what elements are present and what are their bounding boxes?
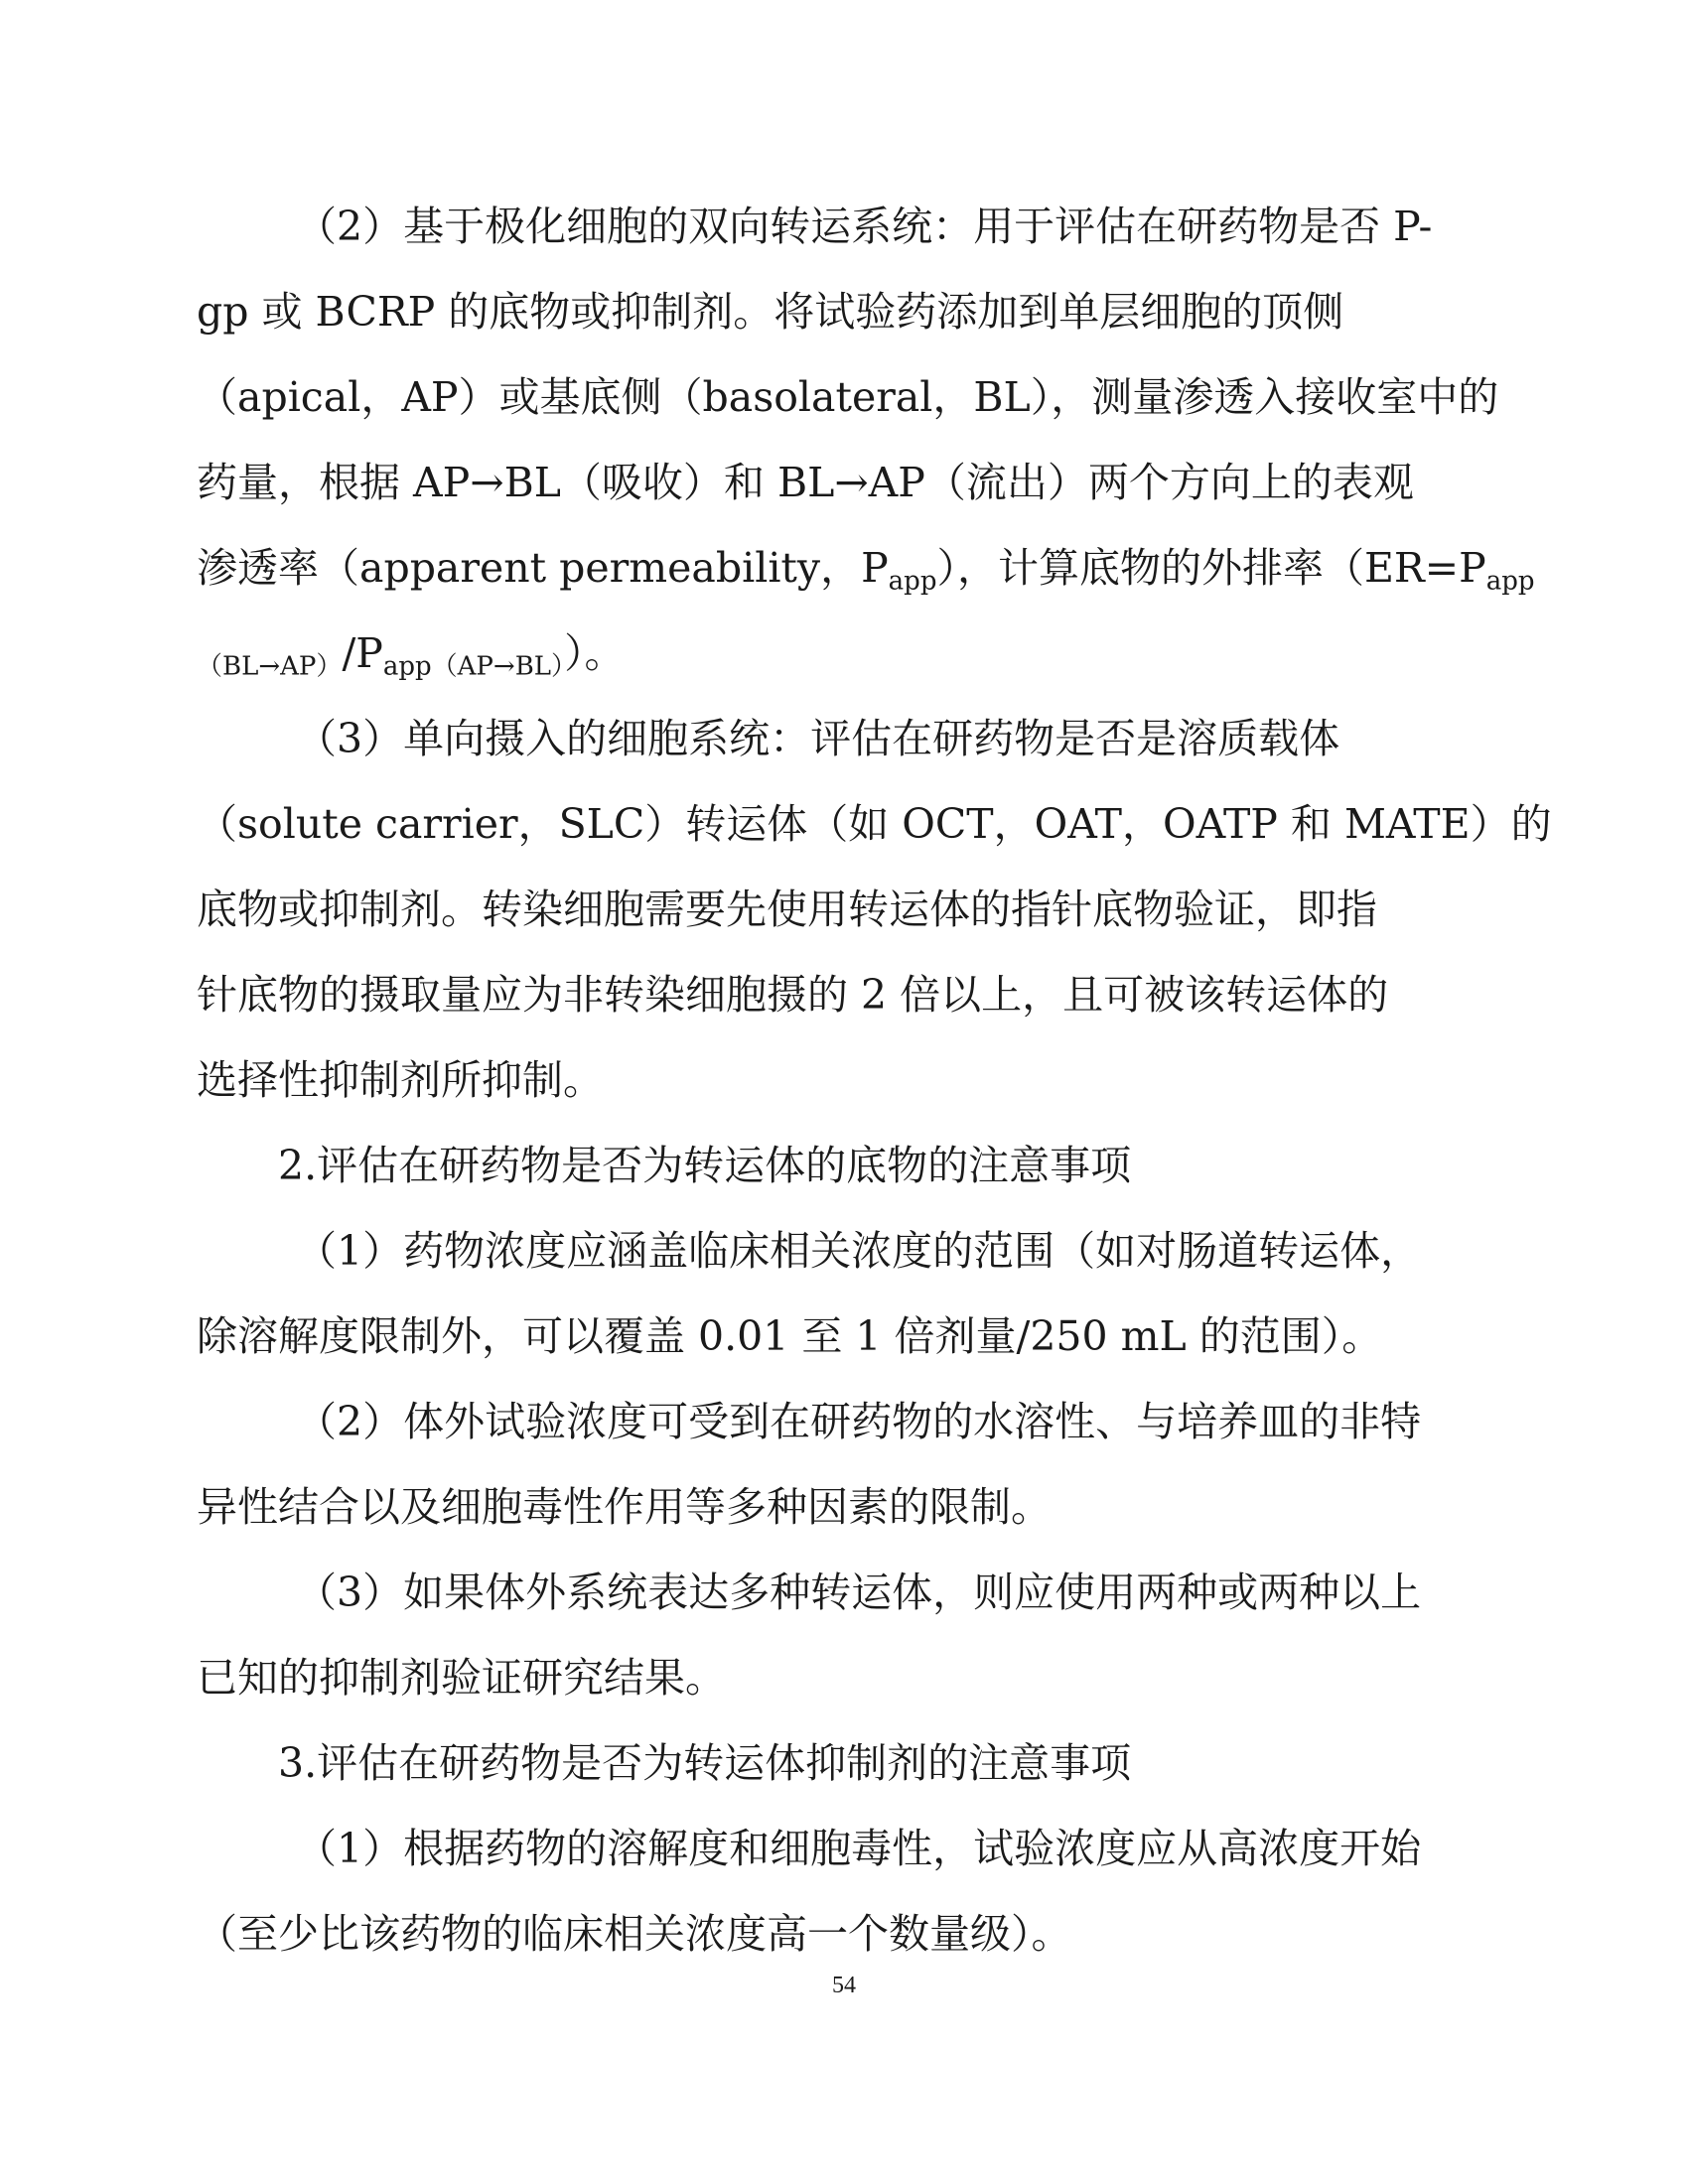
paragraph-3-line-3: 底物或抑制剂。转染细胞需要先使用转运体的指针底物验证，即指	[197, 886, 1377, 933]
text-run: 渗透率（apparent permeability，P	[197, 544, 889, 592]
paragraph-3-line-4: 针底物的摄取量应为非转染细胞摄的 2 倍以上，且可被该转运体的	[197, 971, 1389, 1019]
paragraph-3-line-5: 选择性抑制剂所抑制。	[197, 1056, 604, 1104]
paragraph-2-line-1: （2）基于极化细胞的双向转运系统：用于评估在研药物是否 P-	[296, 203, 1433, 250]
item-3-1-line-1: （1）根据药物的溶解度和细胞毒性，试验浓度应从高浓度开始	[296, 1825, 1422, 1872]
paragraph-2-line-4: 药量，根据 AP→BL（吸收）和 BL→AP（流出）两个方向上的表观	[197, 459, 1414, 506]
item-2-1-line-1: （1）药物浓度应涵盖临床相关浓度的范围（如对肠道转运体，	[296, 1227, 1422, 1275]
item-2-2-line-1: （2）体外试验浓度可受到在研药物的水溶性、与培养皿的非特	[296, 1398, 1422, 1445]
paragraph-3-line-2: （solute carrier，SLC）转运体（如 OCT，OAT，OATP 和 MATE）的	[197, 800, 1552, 848]
subscript-app: app	[1485, 566, 1535, 597]
paragraph-2-line-6	[197, 623, 1487, 683]
item-2-1-line-2: 除溶解度限制外，可以覆盖 0.01 至 1 倍剂量/250 mL 的范围）。	[197, 1312, 1383, 1360]
text-run: /P	[342, 629, 383, 677]
paragraph-2-line-2: gp 或 BCRP 的底物或抑制剂。将试验药添加到单层细胞的顶侧	[197, 288, 1344, 336]
paragraph-2-line-5	[197, 538, 1535, 598]
item-2-3-line-2: 已知的抑制剂验证研究结果。	[197, 1654, 726, 1702]
item-2-2-line-2: 异性结合以及细胞毒性作用等多种因素的限制。	[197, 1483, 1052, 1531]
item-2-3-line-1: （3）如果体外系统表达多种转运体，则应使用两种或两种以上	[296, 1569, 1422, 1616]
subscript-direction: （BL→AP）	[197, 651, 343, 682]
text-run: ），计算底物的外排率（ER=P	[936, 544, 1486, 592]
text-run: ）。	[564, 629, 626, 677]
paragraph-2-line-3: （apical，AP）或基底侧（basolateral，BL），测量渗透入接收室中的	[197, 373, 1499, 421]
subscript-app: app	[888, 566, 937, 597]
page-number: 54	[832, 1973, 856, 1998]
subscript-app-direction: app（AP→BL）	[382, 651, 565, 682]
item-3-1-line-2: （至少比该药物的临床相关浓度高一个数量级）。	[197, 1910, 1072, 1958]
paragraph-3-line-1: （3）单向摄入的细胞系统：评估在研药物是否是溶质载体	[296, 715, 1340, 762]
section-heading-2: 2.评估在研药物是否为转运体的底物的注意事项	[278, 1142, 1132, 1189]
section-heading-3: 3.评估在研药物是否为转运体抑制剂的注意事项	[278, 1739, 1132, 1787]
